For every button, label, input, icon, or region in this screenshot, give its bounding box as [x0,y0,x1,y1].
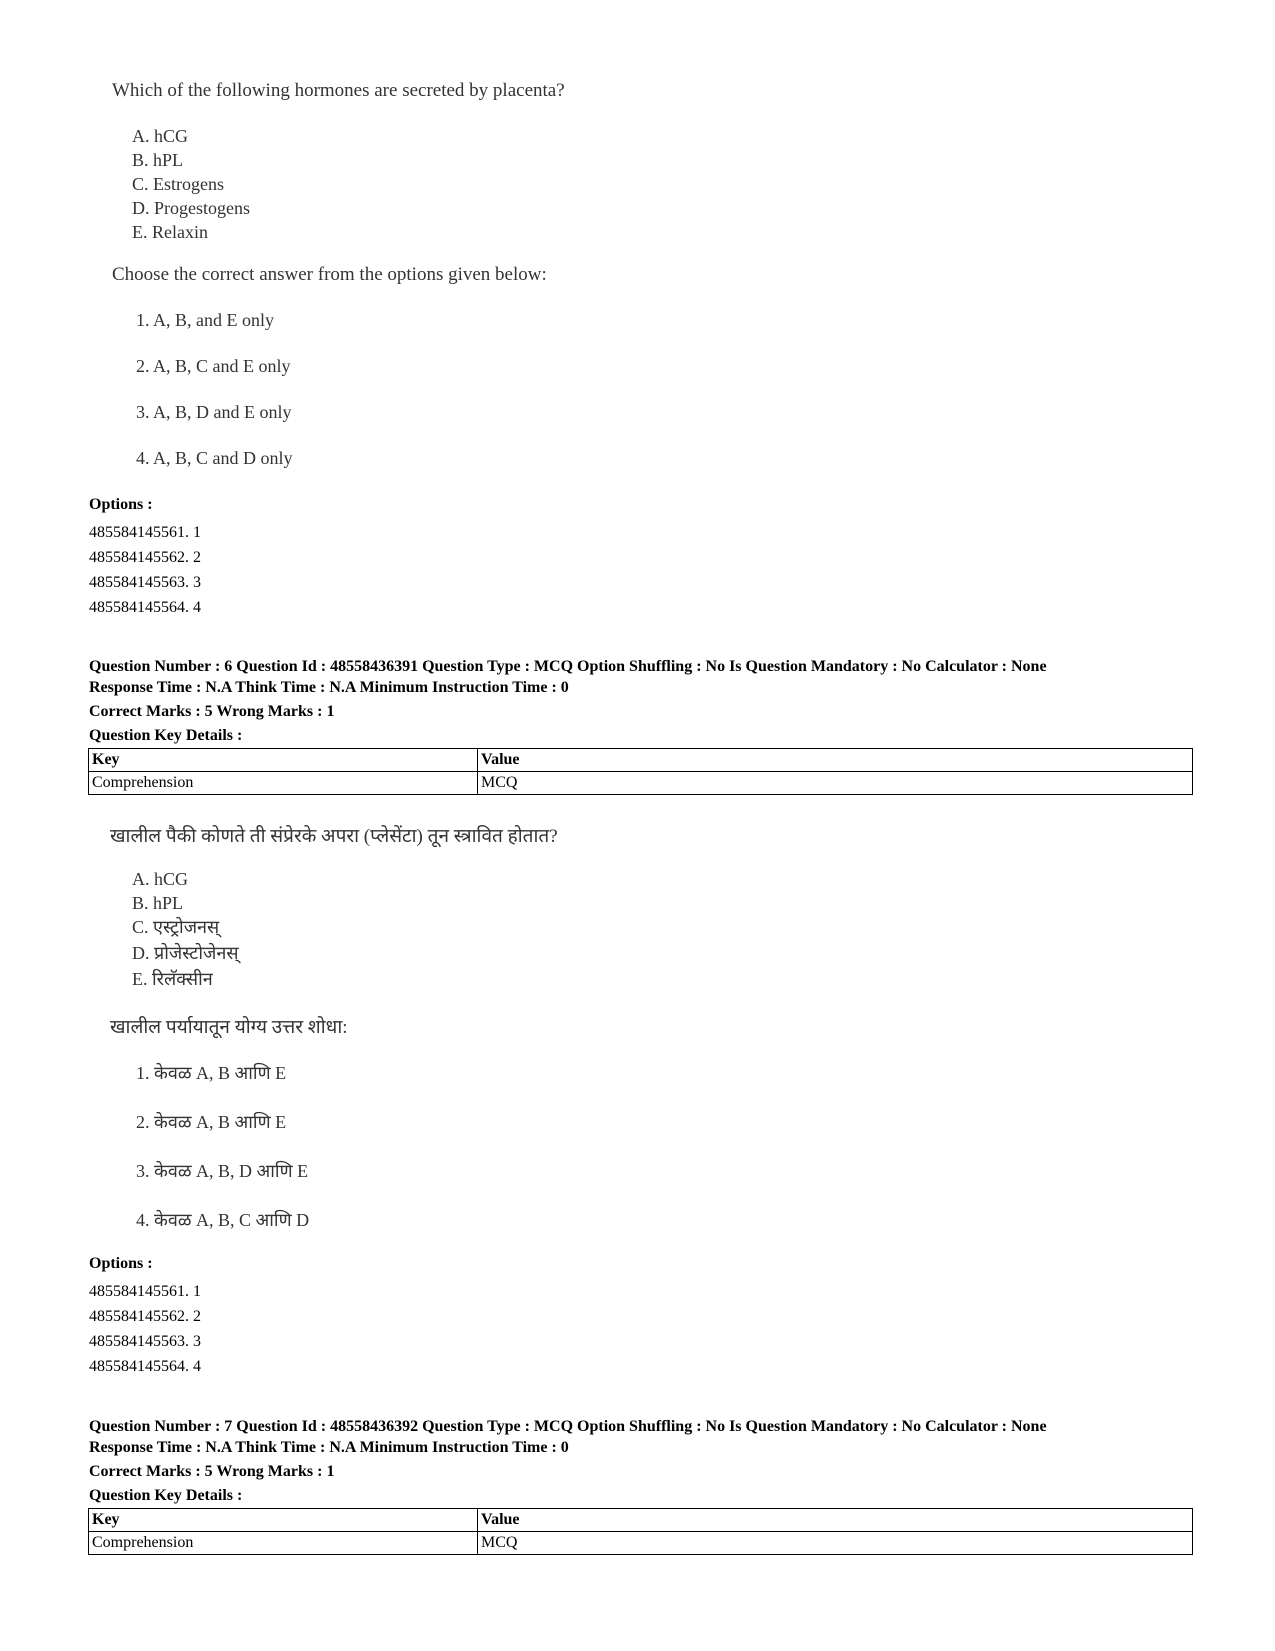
question-text: Which of the following hormones are secreted by placenta? [112,80,565,101]
option-line: 485584145564. 4 [89,1358,201,1375]
options-list [89,520,201,620]
answer-choice: 2. केवळ A, B आणि E [136,1112,287,1132]
question-meta-line: Question Number : 7 Question Id : 48558436392 Question Type : MCQ Option Shuffling : No Is Question Mandatory : No Calculator : None [89,1418,1047,1435]
question-meta-line: Question Number : 6 Question Id : 48558436391 Question Type : MCQ Option Shuffling : No Is Question Mandatory : No Calculator : None [89,658,1047,675]
option-line: 485584145561. 1 [89,524,201,541]
option-line: 485584145563. 3 [89,574,201,591]
table-row [89,1509,1193,1532]
list-item: A. hCG [132,869,189,889]
option-line: 485584145564. 4 [89,599,201,616]
list-item: C. एस्ट्रोजनस् [132,917,220,937]
options-title: Options : [89,496,153,513]
options-title: Options : [89,1255,153,1272]
option-line: 485584145563. 3 [89,1333,201,1350]
table-header-key: Key [89,749,478,772]
list-item: E. Relaxin [132,222,208,242]
list-item: C. Estrogens [132,174,224,194]
table-row [89,1532,1193,1555]
answer-choice: 2. A, B, C and E only [136,356,291,376]
list-item: D. प्रोजेस्टोजेनस् [132,943,239,963]
table-cell: MCQ [478,1532,1193,1555]
marks-line: Correct Marks : 5 Wrong Marks : 1 [89,703,335,720]
key-value-table [88,1508,1193,1555]
instruction-text: Choose the correct answer from the options given below: [112,264,547,285]
table-row [89,772,1193,795]
list-item: B. hPL [132,150,184,170]
key-details-title: Question Key Details : [89,1487,243,1504]
options-list [89,1279,201,1379]
answer-choice: 1. A, B, and E only [136,310,274,330]
answer-choice: 3. केवळ A, B, D आणि E [136,1161,309,1181]
table-cell: Comprehension [89,1532,478,1555]
key-details-title: Question Key Details : [89,727,243,744]
instruction-text: खालील पर्यायातून योग्य उत्तर शोधा: [110,1017,348,1038]
option-line: 485584145562. 2 [89,549,201,566]
table-cell: Comprehension [89,772,478,795]
table-header-value: Value [478,749,1193,772]
answer-choice: 4. A, B, C and D only [136,448,293,468]
answer-choice: 3. A, B, D and E only [136,402,292,422]
answer-choice: 1. केवळ A, B आणि E [136,1063,287,1083]
list-item: B. hPL [132,893,184,913]
list-item: A. hCG [132,126,189,146]
list-item: E. रिलॅक्सीन [132,969,213,989]
answer-choice: 4. केवळ A, B, C आणि D [136,1210,310,1230]
list-item: D. Progestogens [132,198,250,218]
table-header-value: Value [478,1509,1193,1532]
question-meta-line: Response Time : N.A Think Time : N.A Minimum Instruction Time : 0 [89,679,569,696]
question-meta-line: Response Time : N.A Think Time : N.A Minimum Instruction Time : 0 [89,1439,569,1456]
table-cell: MCQ [478,772,1193,795]
question-text: खालील पैकी कोणते ती संप्रेरके अपरा (प्लेसेंटा) तून स्त्रावित होतात? [110,826,558,847]
table-row [89,749,1193,772]
option-line: 485584145561. 1 [89,1283,201,1300]
marks-line: Correct Marks : 5 Wrong Marks : 1 [89,1463,335,1480]
key-value-table [88,748,1193,795]
table-header-key: Key [89,1509,478,1532]
option-line: 485584145562. 2 [89,1308,201,1325]
